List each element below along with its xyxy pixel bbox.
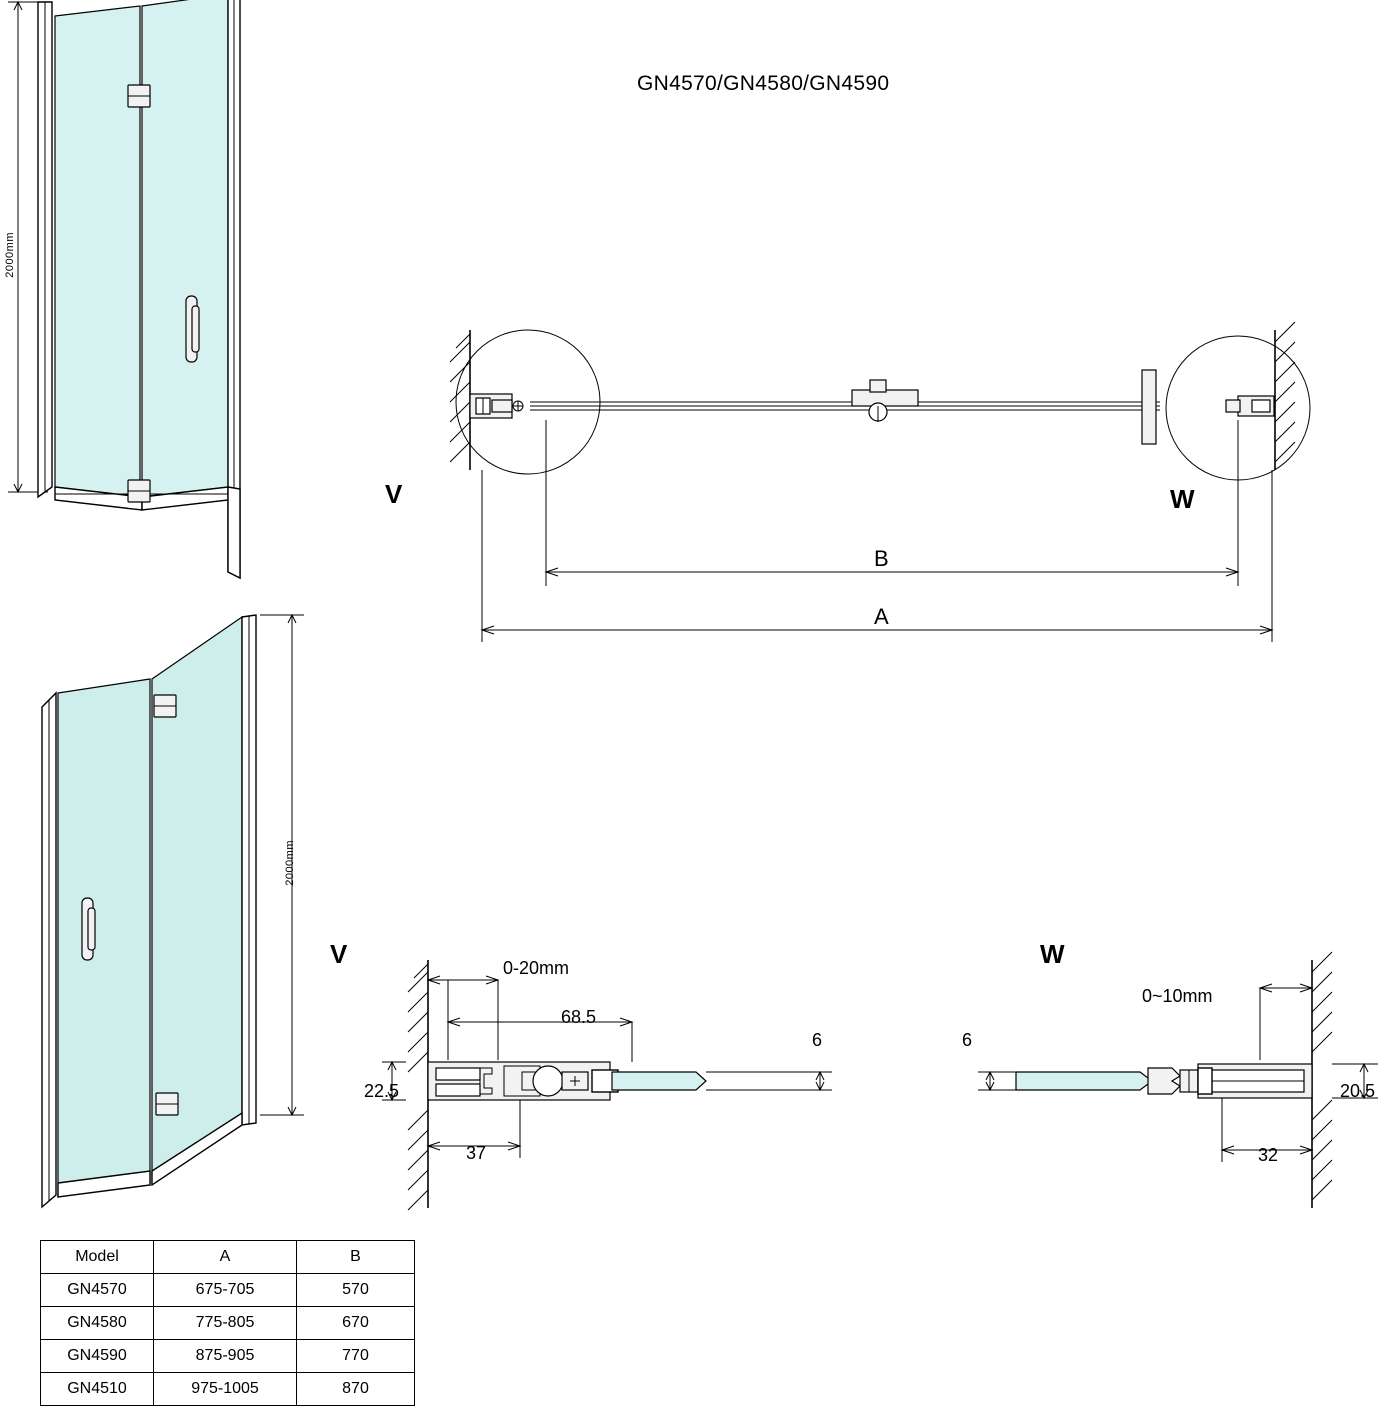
detail-w-gap: 0~10mm — [1142, 986, 1213, 1006]
cell-model: GN4590 — [41, 1340, 154, 1373]
cell-model: GN4580 — [41, 1307, 154, 1340]
cell-a: 775-805 — [154, 1307, 297, 1340]
detail-v-profile-width: 68.5 — [561, 1007, 597, 1027]
table-row — [41, 1307, 415, 1340]
detail-w-label: W — [1040, 939, 1065, 969]
plan-dim-a: A — [874, 604, 889, 629]
cell-b: 670 — [297, 1307, 415, 1340]
plan-callout-v: V — [385, 479, 403, 509]
elevation-view-top — [0, 0, 330, 600]
detail-v — [380, 950, 880, 1220]
detail-w-glass-thickness: 6 — [962, 1030, 973, 1050]
detail-v-profile-height: 22.5 — [364, 1081, 400, 1101]
table-row — [41, 1340, 415, 1373]
detail-v-gap: 0-20mm — [503, 958, 570, 978]
plan-callout-w: W — [1170, 484, 1195, 514]
cell-model: GN4510 — [41, 1373, 154, 1406]
header-b: B — [297, 1241, 415, 1274]
cell-a: 975-1005 — [154, 1373, 297, 1406]
table-header-row — [41, 1241, 415, 1274]
elevation-view-mid — [20, 595, 350, 1235]
detail-v-label: V — [330, 939, 348, 969]
spec-table-wrap — [40, 1240, 415, 1406]
height-label-top: 2000mm — [4, 232, 16, 278]
cell-model: GN4570 — [41, 1274, 154, 1307]
detail-w-profile-height: 20.5 — [1340, 1081, 1376, 1101]
cell-b: 870 — [297, 1373, 415, 1406]
table-row — [41, 1373, 415, 1406]
header-model: Model — [41, 1241, 154, 1274]
cell-a: 875-905 — [154, 1340, 297, 1373]
detail-v-base-width: 37 — [466, 1143, 487, 1163]
page-title: GN4570/GN4580/GN4590 — [637, 72, 890, 95]
height-label-mid: 2000mm — [284, 840, 296, 886]
plan-dim-b: B — [874, 546, 889, 571]
cell-b: 770 — [297, 1340, 415, 1373]
header-a: A — [154, 1241, 297, 1274]
detail-v-glass-thickness: 6 — [812, 1030, 823, 1050]
cell-b: 570 — [297, 1274, 415, 1307]
cell-a: 675-705 — [154, 1274, 297, 1307]
spec-table — [40, 1240, 415, 1406]
detail-w-base-width: 32 — [1258, 1145, 1279, 1165]
table-row — [41, 1274, 415, 1307]
